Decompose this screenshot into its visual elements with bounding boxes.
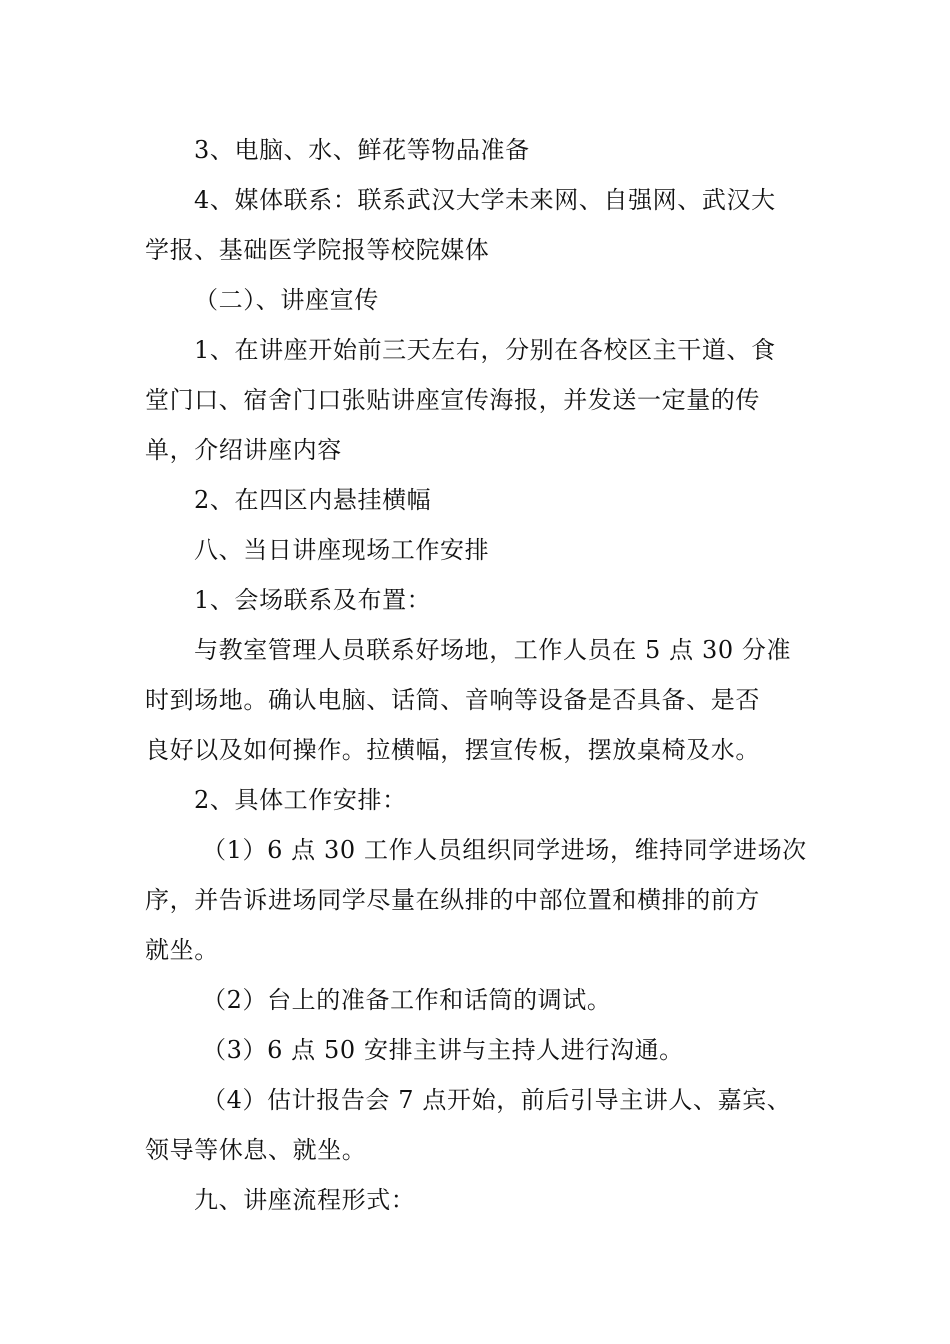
text-line: （1）6 点 30 工作人员组织同学进场，维持同学进场次 [202,836,807,864]
text-line: （4）估计报告会 7 点开始，前后引导主讲人、嘉宾、 [202,1086,792,1114]
section-heading: （二）、讲座宣传 [194,286,379,314]
text-line: 时到场地。确认电脑、话筒、音响等设备是否具备、是否 [145,686,760,714]
text-line: 与教室管理人员联系好场地，工作人员在 5 点 30 分准 [194,636,792,664]
section-heading: 九、讲座流程形式： [194,1186,416,1214]
text-line: 领导等休息、就坐。 [145,1136,367,1164]
text-line: 学报、基础医学院报等校院媒体 [145,236,490,264]
text-line: 3、电脑、水、鲜花等物品准备 [194,136,530,164]
section-heading: 八、当日讲座现场工作安排 [194,536,490,564]
text-line: 2、在四区内悬挂横幅 [194,486,432,514]
text-line: 良好以及如何操作。拉横幅，摆宣传板，摆放桌椅及水。 [145,736,760,764]
text-line: 就坐。 [145,936,219,964]
text-line: 堂门口、宿舍门口张贴讲座宣传海报，并发送一定量的传 [145,386,760,414]
text-line: 序，并告诉进场同学尽量在纵排的中部位置和横排的前方 [145,886,760,914]
text-line: 单，介绍讲座内容 [145,436,342,464]
text-line: 1、在讲座开始前三天左右，分别在各校区主干道、食 [194,336,776,364]
text-line: 4、媒体联系：联系武汉大学未来网、自强网、武汉大 [194,186,776,214]
text-line: 1、会场联系及布置： [194,586,432,614]
text-line: 2、具体工作安排： [194,786,407,814]
text-line: （3）6 点 50 安排主讲与主持人进行沟通。 [202,1036,684,1064]
text-line: （2）台上的准备工作和话筒的调试。 [202,986,612,1014]
